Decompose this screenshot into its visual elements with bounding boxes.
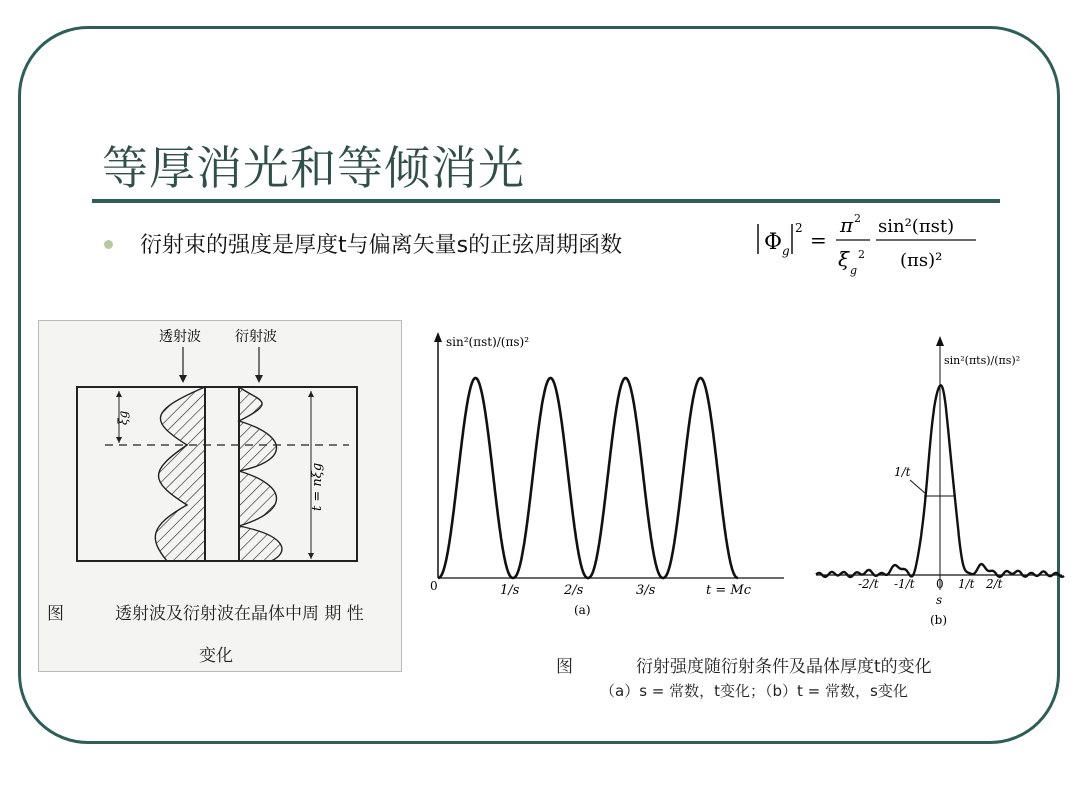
right-ylabel: sin²(πts)/(πs)² bbox=[944, 354, 1021, 367]
right-width-label: 1/t bbox=[894, 465, 911, 479]
mid-curve bbox=[438, 378, 738, 578]
intensity-vs-thickness-plot bbox=[424, 328, 796, 628]
transmitted-wave bbox=[155, 387, 205, 561]
diffracted-wave bbox=[239, 387, 282, 561]
right-tick-1: -2/t bbox=[858, 577, 879, 591]
right-tick-2: -1/t bbox=[894, 577, 915, 591]
formula-den2: (πs)² bbox=[900, 250, 943, 271]
mid-ylabel: sin²(πst)/(πs)² bbox=[446, 335, 530, 349]
bottom-caption-line1: 衍射强度随衍射条件及晶体厚度t的变化 bbox=[636, 657, 932, 677]
label-diffracted: 衍射波 bbox=[235, 329, 277, 345]
formula-den1-exp: 2 bbox=[858, 248, 865, 261]
mid-tick-3: 3/s bbox=[636, 583, 656, 598]
label-thickness: t = nξg bbox=[310, 462, 325, 511]
left-caption-line2: 变化 bbox=[199, 646, 233, 666]
bottom-caption-line2: （a）s = 常数，t变化；（b）t = 常数，s变化 bbox=[600, 682, 908, 700]
mid-xlabel: t = Mc bbox=[706, 583, 751, 598]
right-tick-5: 2/t bbox=[986, 577, 1003, 591]
mid-tick-2: 2/s bbox=[564, 583, 584, 598]
right-xlabel: s bbox=[936, 593, 943, 607]
mid-tick-1: 1/s bbox=[500, 583, 520, 598]
right-tick-3: 0 bbox=[936, 577, 944, 591]
bullet-text: 衍射束的强度是厚度t与偏离矢量s的正弦周期函数 bbox=[140, 233, 623, 258]
formula-num1-exp: 2 bbox=[854, 212, 861, 225]
label-transmitted: 透射波 bbox=[159, 329, 201, 345]
formula-lhs-exp: 2 bbox=[795, 221, 803, 235]
right-sublabel: (b) bbox=[930, 613, 948, 627]
formula-den1: ξ bbox=[838, 247, 850, 271]
formula-equals: = bbox=[810, 228, 827, 252]
wave-periodicity-figure bbox=[38, 320, 402, 672]
formula-num1: π bbox=[840, 213, 854, 237]
label-xi: ξg bbox=[116, 410, 130, 425]
mid-sublabel: (a) bbox=[574, 603, 591, 617]
formula-lhs: Φ bbox=[764, 230, 783, 255]
intensity-formula bbox=[752, 202, 992, 282]
bullet-icon bbox=[104, 240, 113, 249]
slide-title: 等厚消光和等倾消光 bbox=[102, 141, 525, 195]
formula-num2: sin²(πst) bbox=[878, 216, 955, 237]
right-tick-4: 1/t bbox=[958, 577, 975, 591]
intensity-vs-deviation-plot bbox=[812, 330, 1066, 630]
left-caption-line1: 图 透射波及衍射波在晶体中周 期 性 bbox=[47, 604, 364, 624]
formula-lhs-sub: g bbox=[782, 244, 790, 258]
bottom-caption-fig: 图 bbox=[556, 657, 573, 677]
formula-den1-sub: g bbox=[850, 264, 858, 277]
mid-origin: 0 bbox=[430, 579, 438, 593]
